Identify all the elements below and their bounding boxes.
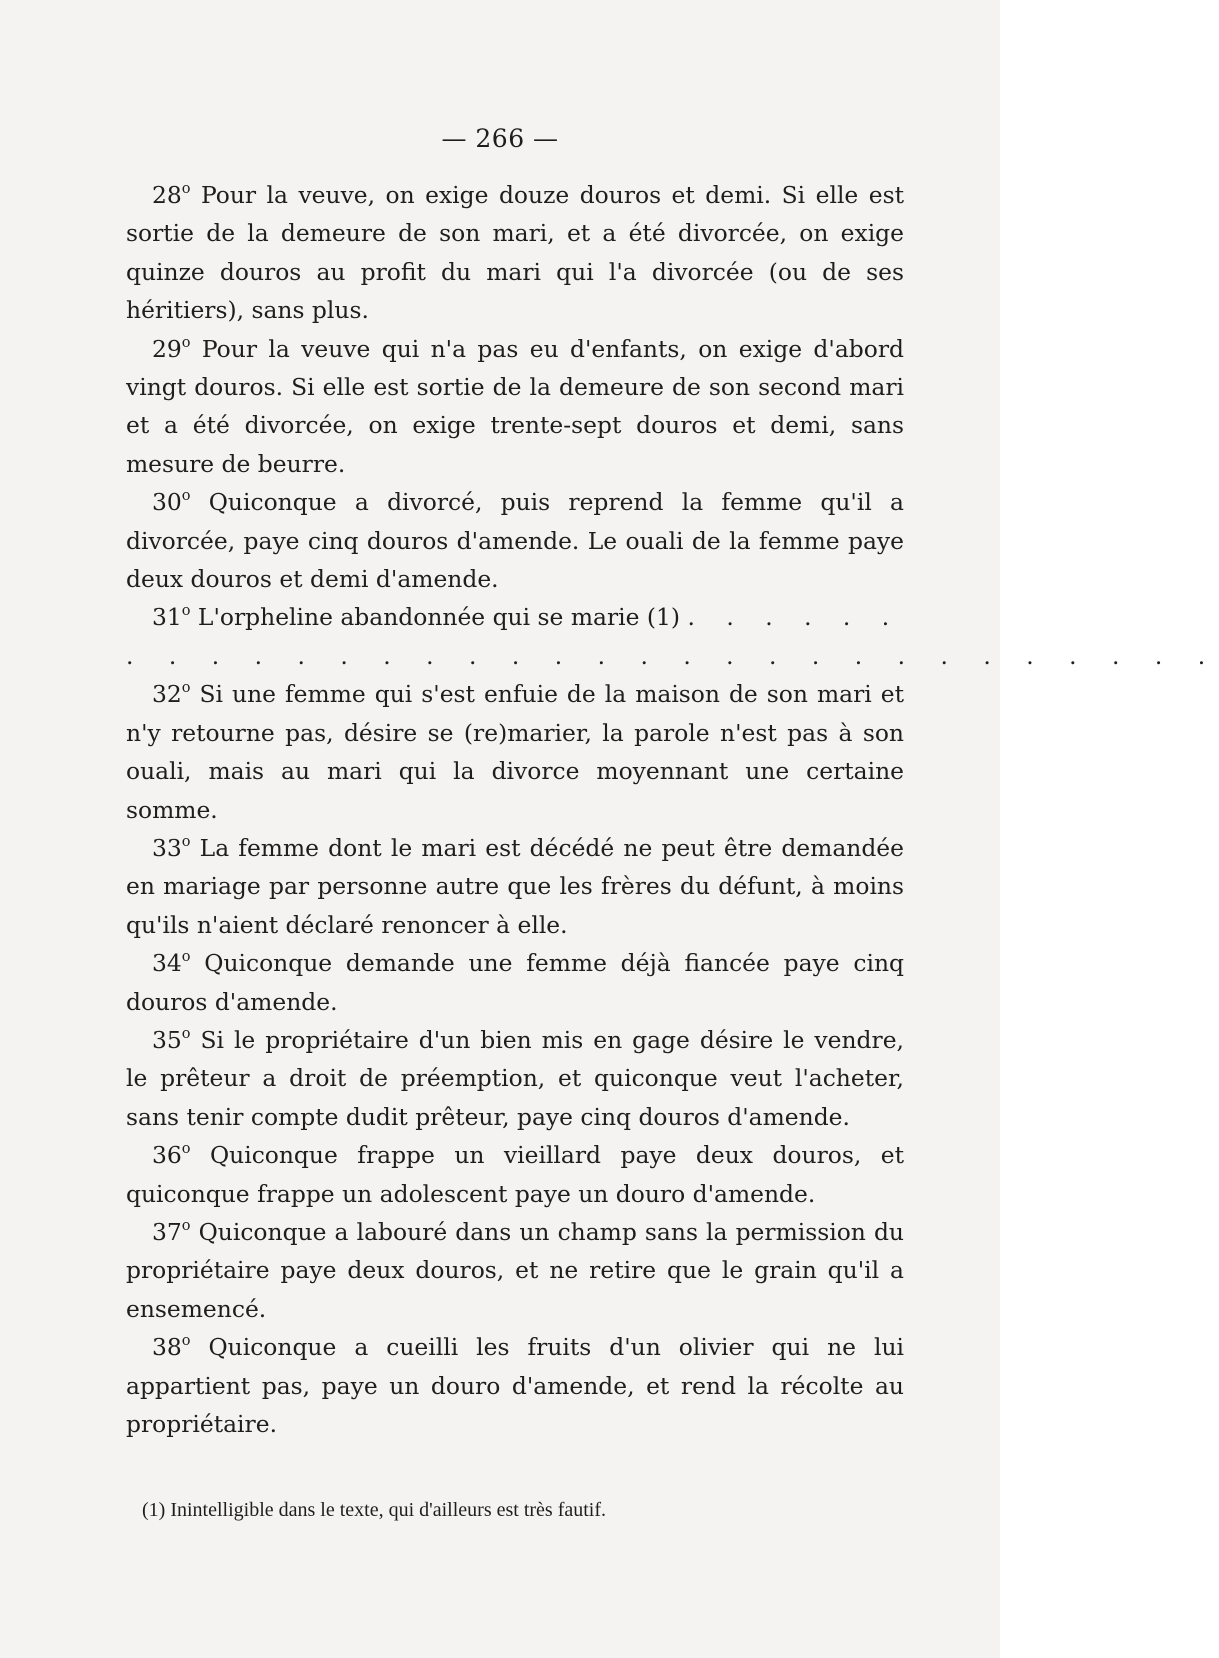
- article-number: 33: [152, 833, 182, 862]
- article-38: [126, 1328, 904, 1443]
- article-text: Quiconque frappe un vieillard paye deux douros, et quiconque frappe un adolescent paye un douro d'amende.: [126, 1141, 904, 1208]
- ordinal-mark: o: [181, 1025, 191, 1042]
- article-number: 28: [152, 181, 182, 209]
- article-33: [126, 829, 904, 944]
- article-number: 37: [152, 1217, 182, 1246]
- article-35: [126, 1021, 904, 1136]
- article-number: 29: [152, 334, 182, 363]
- article-37: [126, 1213, 904, 1328]
- ordinal-mark: o: [181, 180, 191, 197]
- article-30: [126, 483, 904, 598]
- ordinal-mark: o: [181, 1333, 191, 1350]
- article-text: Quiconque a cueilli les fruits d'un olivier qui ne lui appartient pas, paye un douro d'amende, et rend la récolte au propriétaire.: [126, 1333, 904, 1438]
- article-text: Si le propriétaire d'un bien mis en gage désire le vendre, le prêteur a droit de préemption, et quiconque veut l'acheter, sans tenir compte dudit prêteur, paye cinq douros d'amende.: [126, 1025, 904, 1131]
- article-number: 31: [152, 603, 182, 632]
- article-34: [126, 944, 904, 1021]
- article-32: [126, 675, 904, 829]
- article-text: Quiconque a divorcé, puis reprend la femme qu'il a divorcée, paye cinq douros d'amende. Le ouali de la femme paye deux douros et demi d'amende.: [126, 488, 904, 594]
- article-36: [126, 1136, 904, 1213]
- ordinal-mark: o: [181, 1141, 191, 1158]
- article-text: Pour la veuve, on exige douze douros et demi. Si elle est sortie de la demeure de son mari, et a été divorcée, on exige quinze douros au profit du mari qui l'a divorcée (ou de ses héritiers), sans plus.: [126, 181, 904, 325]
- page-number: — 266 —: [441, 124, 559, 153]
- article-text: Quiconque demande une femme déjà fiancée paye cinq douros d'amende.: [126, 949, 904, 1016]
- article-text: Si une femme qui s'est enfuie de la maison de son mari et n'y retourne pas, désire se (re)marier, la parole n'est pas à son ouali, mais au mari qui la divorce moyennant une certaine somme.: [126, 680, 904, 824]
- article-number: 35: [152, 1025, 182, 1054]
- article-31: [126, 598, 904, 636]
- article-text: Quiconque a labouré dans un champ sans la permission du propriétaire paye deux douros, et ne retire que le grain qu'il a ensemencé.: [126, 1217, 904, 1323]
- ordinal-mark: o: [181, 603, 191, 620]
- ordinal-mark: o: [181, 488, 191, 505]
- article-text: La femme dont le mari est décédé ne peut être demandée en mariage par personne autre que les frères du défunt, à moins qu'ils n'aient déclaré renoncer à elle.: [126, 833, 904, 939]
- article-number: 32: [152, 680, 182, 709]
- article-text: L'orpheline abandonnée qui se marie (1): [190, 603, 681, 632]
- body-text: [126, 176, 1219, 1443]
- article-number: 34: [152, 949, 182, 978]
- article-29: [126, 330, 904, 484]
- ordinal-mark: o: [181, 680, 191, 697]
- article-number: 30: [152, 488, 182, 517]
- ordinal-mark: o: [181, 948, 191, 965]
- ellipsis-line: . . . . . . . . . . . . . . . . . . . . . . . . . .: [126, 641, 1219, 670]
- ordinal-mark: o: [181, 1217, 191, 1234]
- article-trailing-dots: . . . . . .: [687, 603, 902, 632]
- article-text: Pour la veuve qui n'a pas eu d'enfants, on exige d'abord vingt douros. Si elle est sortie de la demeure de son second mari et a été divorcée, on exige trente-sept douros et demi, sans mesure de beurre.: [126, 334, 904, 478]
- ordinal-mark: o: [181, 334, 191, 351]
- article-number: 38: [152, 1333, 182, 1362]
- footnote: (1) Inintelligible dans le texte, qui d'ailleurs est très fautif.: [142, 1499, 607, 1521]
- article-number: 36: [152, 1141, 182, 1170]
- ordinal-mark: o: [181, 833, 191, 850]
- article-28: [126, 176, 904, 330]
